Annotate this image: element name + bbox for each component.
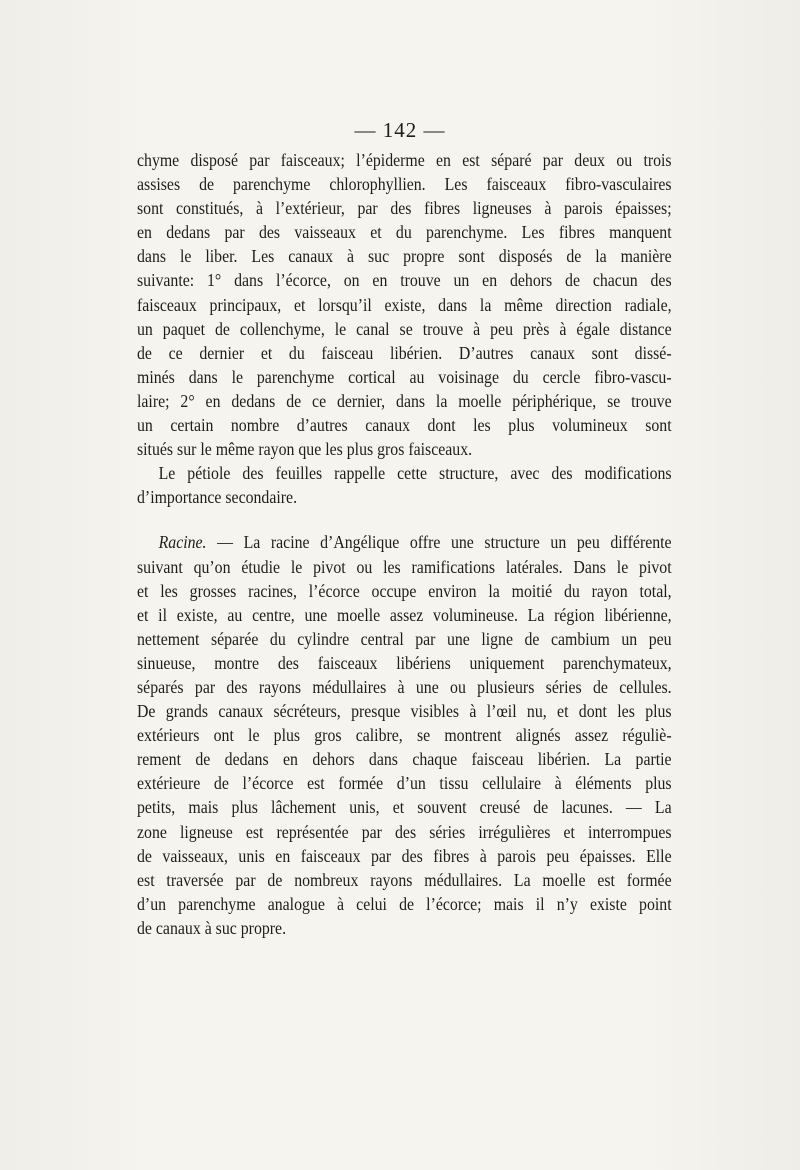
text-line: zone ligneuse est représentée par des séries irrégulières et interrompues <box>137 821 672 842</box>
paragraph-petiole <box>137 461 672 509</box>
text-line-heading <box>137 530 672 554</box>
page-number: — 142 — <box>354 118 446 142</box>
text-line: situés sur le même rayon que les plus gros faisceaux. <box>137 439 473 460</box>
text-line: extérieure de l’écorce est formée d’un tissu cellulaire à éléments plus <box>137 773 672 794</box>
text-line: laire; 2° en dedans de ce dernier, dans la moelle périphérique, se trouve <box>137 390 672 411</box>
text-line: de vaisseaux, unis en faisceaux par des fibres à parois peu épaisses. Elle <box>137 845 672 866</box>
text-line: séparés par des rayons médullaires à une ou plusieurs séries de cellules. <box>137 676 672 697</box>
section-heading: Racine. <box>158 532 207 553</box>
text-line: de ce dernier et du faisceau libérien. D’autres canaux sont dissé- <box>137 342 672 363</box>
text-line: et il existe, au centre, une moelle assez volumineuse. La région libérienne, <box>137 604 672 625</box>
text-line: nettement séparée du cylindre central par une ligne de cambium un peu <box>137 628 672 649</box>
text-line: un paquet de collenchyme, le canal se trouve à peu près à égale distance <box>137 318 672 339</box>
text-line: rement de dedans en dehors dans chaque faisceau libérien. La partie <box>137 749 672 770</box>
text-line: suivante: 1° dans l’écorce, on en trouve un en dehors de chacun des <box>137 270 672 291</box>
text-line: sont constitués, à l’extérieur, par des fibres ligneuses à parois épaisses; <box>137 198 672 219</box>
text-line: et les grosses racines, l’écorce occupe environ la moitié du rayon total, <box>137 580 672 601</box>
body-text <box>137 148 672 940</box>
text-line: dans le liber. Les canaux à suc propre sont disposés de la manière <box>137 246 672 267</box>
text-line: de canaux à suc propre. <box>137 917 287 938</box>
text-line: en dedans par des vaisseaux et du parenchyme. Les fibres manquent <box>137 222 672 243</box>
text-line: suivant qu’on étudie le pivot ou les ramifications latérales. Dans le pivot <box>137 556 672 577</box>
text-line: un certain nombre d’autres canaux dont les plus volumineux sont <box>137 415 672 436</box>
text-line: assises de parenchyme chlorophyllien. Les faisceaux fibro-vasculaires <box>137 174 672 195</box>
text-line: minés dans le parenchyme cortical au voisinage du cercle fibro-vascu- <box>137 366 672 387</box>
text-line: faisceaux principaux, et lorsqu’il existe, dans la même direction radiale, <box>137 294 672 315</box>
paragraph-gap <box>137 509 672 530</box>
text-line: extérieurs ont le plus gros calibre, se montrent alignés assez réguliè- <box>137 725 672 746</box>
text-line: De grands canaux sécréteurs, presque visibles à l’œil nu, et dont les plus <box>137 701 672 722</box>
text-line: petits, mais plus lâchement unis, et souvent creusé de lacunes. — La <box>137 797 672 818</box>
paragraph-root <box>137 530 672 940</box>
text-line: est traversée par de nombreux rayons médullaires. La moelle est formée <box>137 869 672 890</box>
text-line: d’importance secondaire. <box>137 487 298 508</box>
text-line: sinueuse, montre des faisceaux libériens uniquement parenchymateux, <box>137 652 672 673</box>
text-line: Le pétiole des feuilles rappelle cette structure, avec des modifications <box>158 463 672 484</box>
paragraph-stem-description <box>137 148 672 461</box>
text-line: chyme disposé par faisceaux; l’épiderme en est séparé par deux ou trois <box>137 150 672 170</box>
text-line: d’un parenchyme analogue à celui de l’écorce; mais il n’y existe point <box>137 893 672 914</box>
text-fragment: — La racine d’Angélique offre une structure un peu différente <box>217 532 672 553</box>
